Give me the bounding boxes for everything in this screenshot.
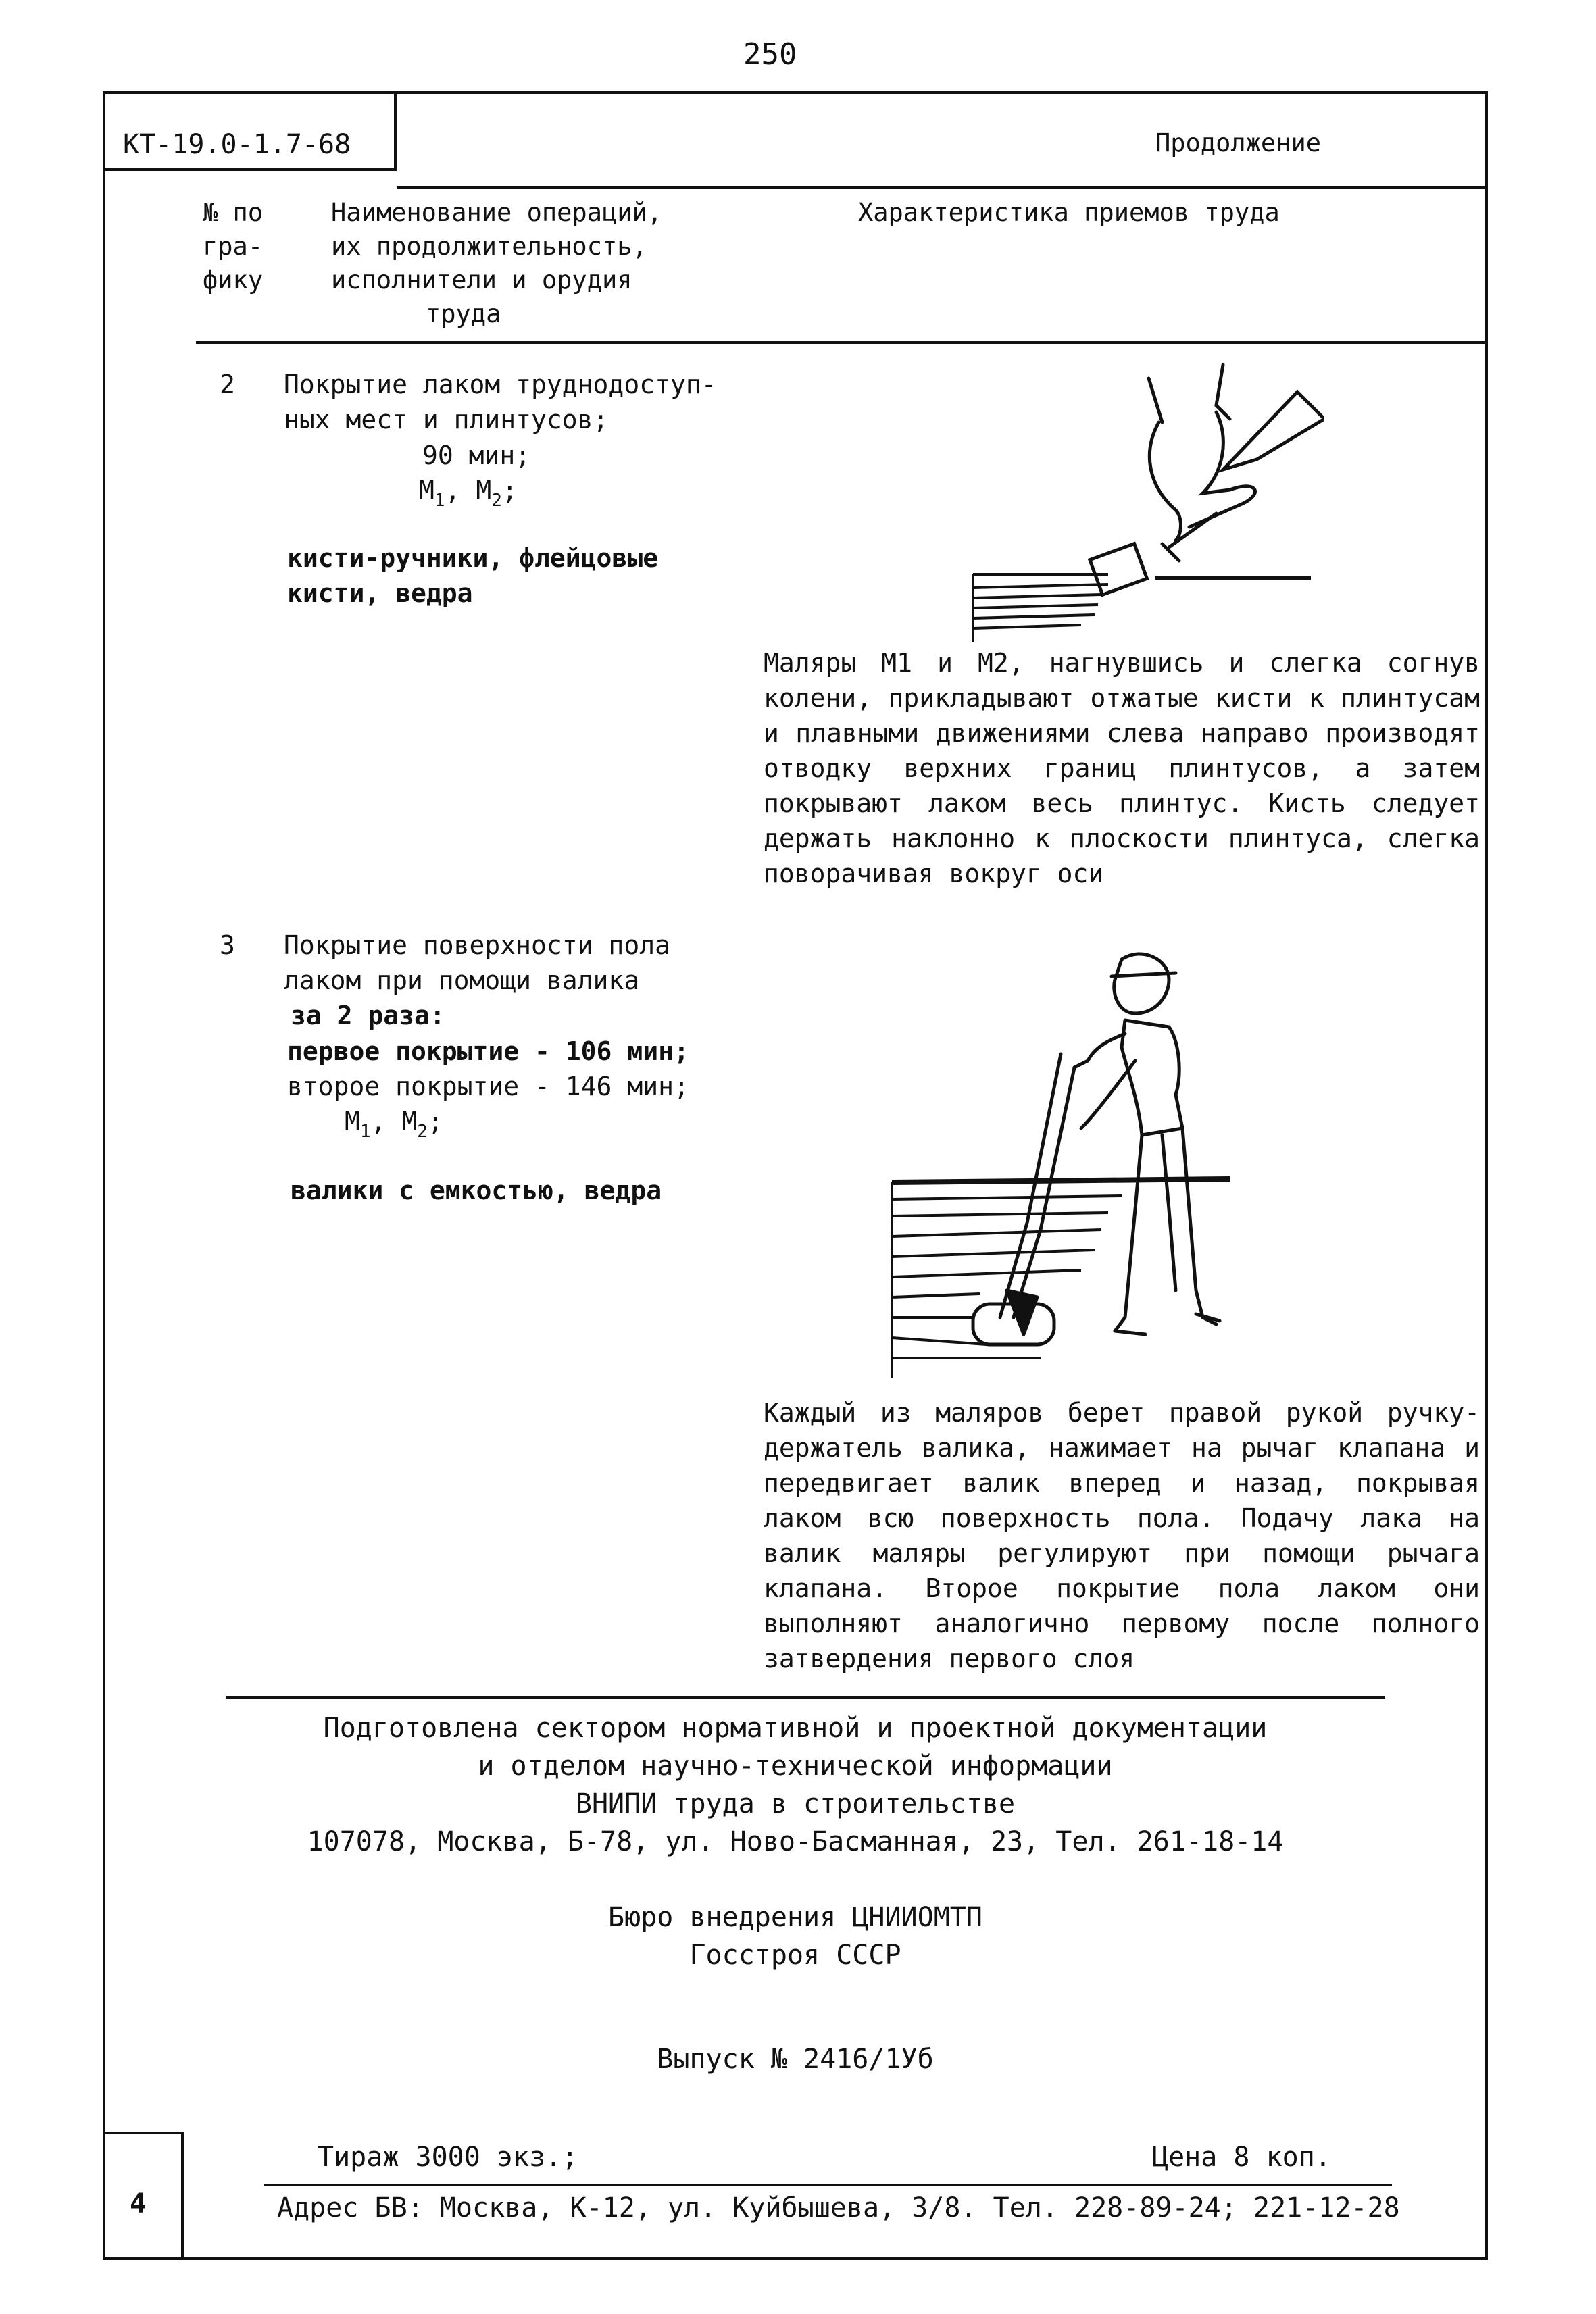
roller-worker-illustration: [878, 939, 1230, 1385]
header-col-number: № по гра- фику: [203, 198, 264, 295]
footer-circulation: Тираж 3000 экз.;: [318, 2142, 578, 2173]
row3-tools: валики с емкостью, ведра: [291, 1176, 662, 1205]
header-col-name: Наименование операций, их продолжительность, исполнители и орудия труда: [331, 198, 663, 328]
header-bottom-line: [196, 341, 1488, 344]
row2-number: 2: [220, 370, 235, 399]
doc-code: КТ-19.0-1.7-68: [103, 91, 397, 171]
header-top-line: [397, 186, 1488, 189]
footer-issue: Выпуск № 2416/1Уб: [657, 2044, 934, 2075]
footer-separator: [226, 1696, 1385, 1699]
page-number: 250: [743, 37, 797, 72]
footer-prepared-by: Подготовлена сектором нормативной и проектной документации и отделом научно-технической информации ВНИПИ труда в строительстве 107078, Москва, Б-78, ул. Ново-Басманная, 23, Тел. 261-18-14: [307, 1713, 1284, 1857]
row3-title: Покрытие поверхности пола лаком при помощи валика за 2 раза:: [284, 930, 670, 1030]
row3-number: 3: [220, 930, 235, 960]
row3-description: Каждый из маляров берет правой рукой ручку-держатель валика, нажимает на рычаг клапана и передвигает валик вперед и назад, покрывая лаком всю поверхность пола. Подачу лака на валик маляры регулируют при помощи рычага клапана. Второе покрытие пола лаком они выполняют аналогично первому после полного затвердения первого слоя: [764, 1398, 1480, 1674]
sheet-number-box: 4: [103, 2132, 184, 2260]
continuation-label: Продолжение: [1155, 128, 1322, 157]
footer-bureau: Бюро внедрения ЦНИИОМТП Госстроя СССР: [608, 1902, 982, 1971]
brush-hand-illustration: [946, 358, 1324, 649]
row3-first-coat: первое покрытие - 106 мин;: [287, 1036, 689, 1066]
row2-title: Покрытие лаком труднодоступ- ных мест и плинтусов;: [284, 370, 717, 434]
footer-address: Адрес БВ: Москва, К-12, ул. Куйбышева, 3/8. Тел. 228-89-24; 221-12-28: [277, 2192, 1400, 2223]
row3-workers: $М_1$, $М_2$;: [345, 1107, 443, 1142]
row2-workers: $М_1$, $М_2$;: [419, 476, 518, 511]
row2-description: Маляры М1 и М2, нагнувшись и слегка согнув колени, прикладывают отжатые кисти к плинтусам и плавными движениями слева направо производят отводку верхних границ плинтусов, а затем покрывают лаком весь плинтус. Кисть следует держать наклонно к плоскости плинтуса, слегка поворачивая вокруг оси: [764, 648, 1480, 888]
header-col-characteristic: Характеристика приемов труда: [858, 198, 1280, 227]
row3-second-coat: второе покрытие - 146 мин;: [287, 1072, 689, 1101]
footer-price: Цена 8 коп.: [1152, 2142, 1331, 2173]
row2-tools: кисти-ручники, флейцовые кисти, ведра: [287, 543, 659, 608]
footer-address-line: [264, 2184, 1392, 2186]
row2-duration: 90 мин;: [422, 441, 531, 470]
